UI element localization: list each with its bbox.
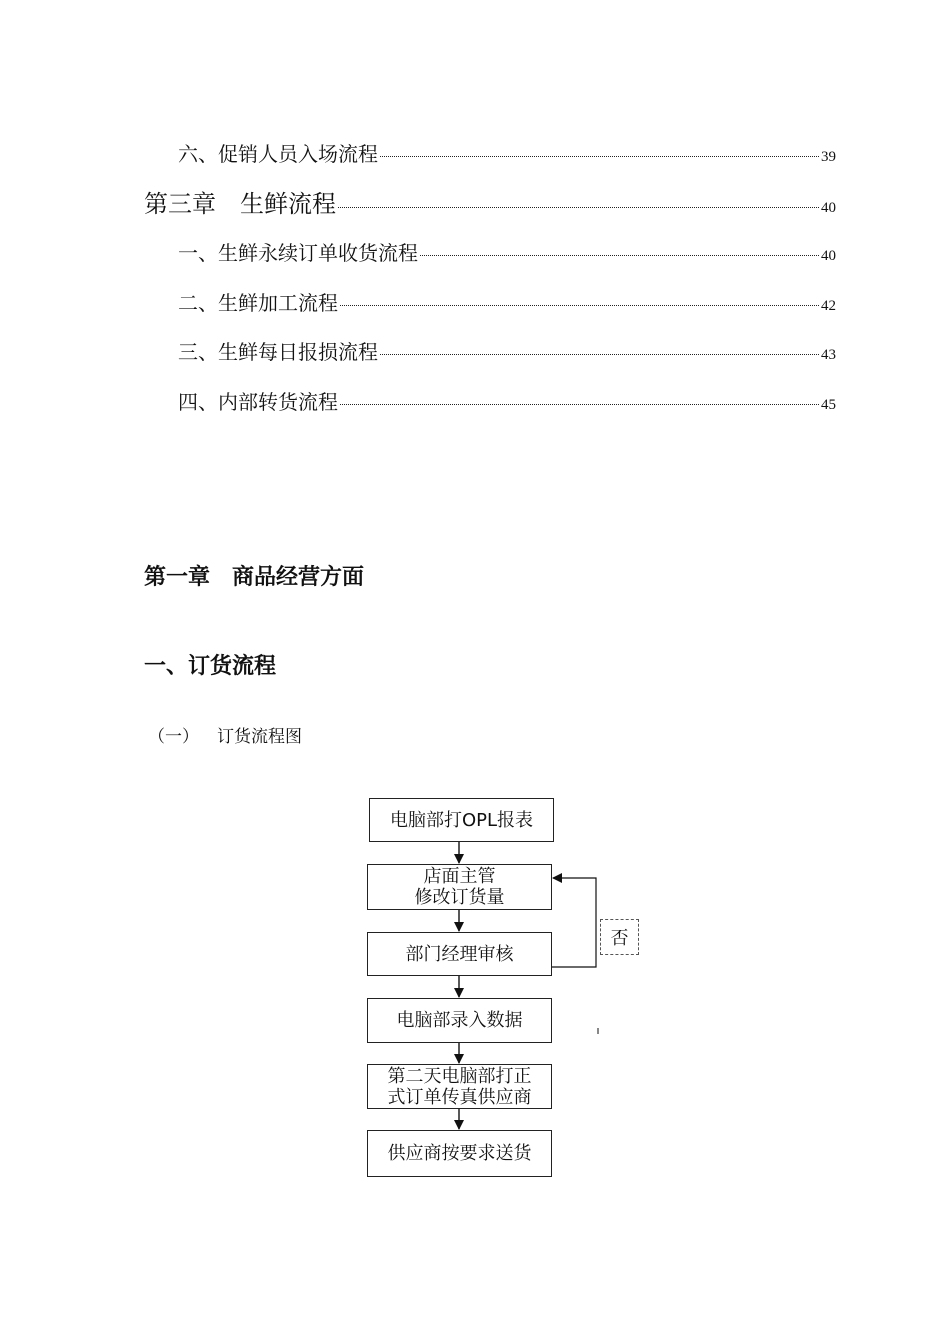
subsection-number: （一） — [148, 727, 199, 747]
toc-page-number: 40 — [821, 200, 836, 216]
toc-entry-label: 六、促销人员入场流程 — [178, 142, 378, 166]
flow-step-enter-data — [367, 998, 552, 1043]
toc-page-number: 39 — [821, 149, 836, 165]
toc-entry-label: 第三章 生鲜流程 — [144, 190, 336, 218]
chapter-title: 第一章 商品经营方面 — [144, 565, 365, 590]
feedback-arrow — [551, 878, 596, 967]
section-title: 一、订货流程 — [144, 654, 277, 679]
toc-page-number: 45 — [821, 397, 836, 413]
flow-step-label: 电脑部录入数据 — [396, 1010, 523, 1031]
toc-page-number: 40 — [821, 248, 836, 264]
toc-entry-label: 三、生鲜每日报损流程 — [178, 340, 378, 364]
flow-step-label: 电脑部打OPL报表 — [389, 809, 534, 831]
flow-step-label: 店面主管 修改订货量 — [414, 866, 505, 908]
flow-step-print-opl-report — [369, 798, 554, 842]
flow-step-manager-review — [367, 932, 552, 976]
feedback-label-text: 否 — [610, 928, 629, 949]
subsection-title: 订货流程图 — [217, 727, 302, 747]
toc-page-number: 42 — [821, 298, 836, 314]
flow-step-modify-order-quantity — [367, 864, 552, 910]
feedback-no-label — [600, 919, 639, 955]
toc-page-number: 43 — [821, 347, 836, 363]
flow-step-label: 供应商按要求送货 — [387, 1143, 532, 1164]
toc-entry-label: 四、内部转货流程 — [178, 390, 338, 414]
flow-step-supplier-delivers — [367, 1130, 552, 1177]
flow-step-fax-supplier — [367, 1064, 552, 1109]
toc-entry-label: 一、生鲜永续订单收货流程 — [178, 241, 418, 265]
flow-step-label: 部门经理审核 — [405, 943, 514, 965]
flow-step-label: 第二天电脑部打正 式订单传真供应商 — [387, 1065, 532, 1108]
toc-entry-label: 二、生鲜加工流程 — [178, 291, 338, 315]
